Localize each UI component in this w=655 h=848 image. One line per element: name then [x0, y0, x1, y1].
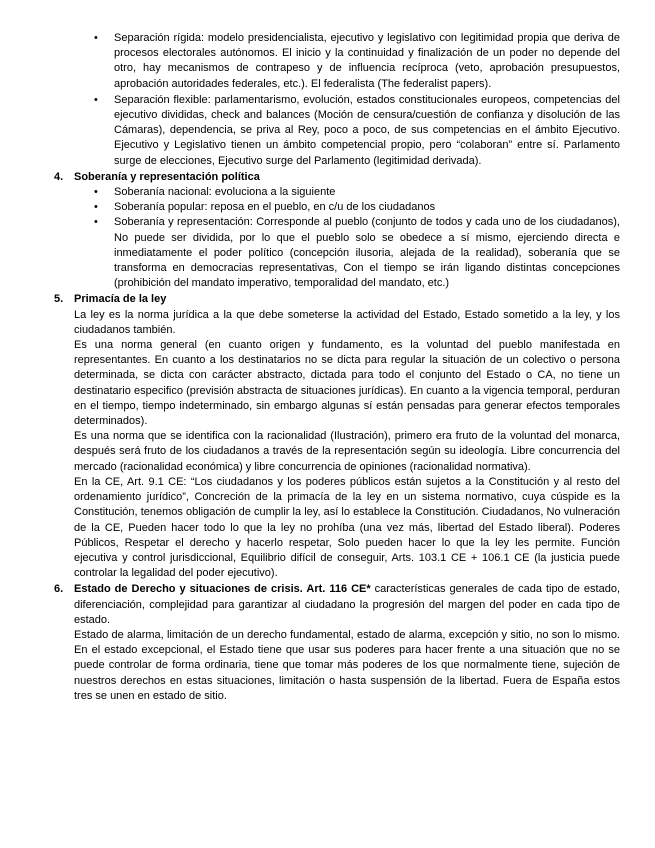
bullet-glyph: •: [94, 32, 98, 44]
bullet-glyph: •: [94, 186, 98, 199]
section-number: 4.: [54, 170, 64, 183]
section-number: 6.: [54, 583, 64, 596]
paragraph: En la CE, Art. 9.1 CE: “Los ciudadanos y los poderes públicos están sujetos a la Constitución y al resto del ordenamiento jurídico”, Concreción de la primacía de la ley en un sistema normativo, cuya cúspide es la Constitución, tenemos obligación de cumplir la ley, así lo establece la Constitución. Ciudadanos, No vulneración de la CE, Pueden hacer todo lo que la ley no prohíba (una vez más, libertad del Estado liberal). Poderes Públicos, Respetar el derecho y hacerlo respetar, Solo pueden hacer lo que la ley les permite. Función ejecutiva y control jurisdiccional, Equilibrio difícil de conseguir, Arts. 103.1 CE + 106.1 CE (la justicia puede controlar la legalidad del poder ejecutivo).: [74, 475, 620, 580]
section-5: [54, 292, 620, 581]
list-item: • Separación rígida: modelo presidencialista, ejecutivo y legislativo con legitimidad propia que deriva de procesos electorales autónomos. El inicio y la continuidad y finalización de un poder no depende del otro, hay mecanismos de contrapeso y de influencia recíproca (veto, aprobación presupuestos, aprobación autoridades federales, etc.). El federalista (The federalist papers).: [94, 32, 620, 90]
section-title: Primacía de la ley: [74, 293, 167, 306]
list-item: • Soberanía nacional: evoluciona a la siguiente: [114, 185, 620, 200]
bullet-glyph: •: [94, 201, 98, 214]
section-number: 5.: [54, 293, 64, 306]
document-content: [54, 31, 620, 704]
bullet-glyph: •: [94, 93, 98, 106]
section-title: Soberanía y representación política: [74, 170, 260, 183]
top-bullet-list: [94, 31, 620, 169]
section-4: [54, 170, 620, 292]
list-item: • Soberanía y representación: Corresponde al pueblo (conjunto de todos y cada uno de los ciudadanos), No puede ser dividida, por lo que el pueblo solo se obedece a sí mismo, ejerciendo directa e inmediatamente el poder político (concepción ilusoria, alejada de la realidad), soberanía que se transforma en democracias representativas, Con el tiempo se irán ligando distintas concepciones (prohibición del mandato imperativo, temporalidad del mandato, etc.): [94, 216, 620, 290]
section-title-rest: características generales de cada tipo de estado, diferenciación, complejidad para garantizar al ciudadano la progresión del margen del poder en cada tipo de estado.: [74, 583, 620, 626]
list-item: • Separación flexible: parlamentarismo, evolución, estados constitucionales europeos, competencias del ejecutivo divididas, check and balances (Moción de censura/cuestión de confianza y disolución de las Cámaras), dependencia, se priva al Rey, poco a poco, de sus competencias en el ámbito Ejecutivo. Ejecutivo y Legislativo tienen un ámbito competencial propio, pero “colaboran” entre sí. Parlamento surge de elecciones, Ejecutivo surge del Parlamento (legitimidad derivada).: [94, 93, 620, 167]
section-body: [74, 628, 620, 704]
section-title: [74, 582, 620, 628]
list-item: • Soberanía popular: reposa en el pueblo, en c/u de los ciudadanos: [114, 200, 620, 215]
section-body: [74, 308, 620, 582]
section-6: [54, 582, 620, 704]
paragraph: La ley es la norma jurídica a la que debe someterse la actividad del Estado, Estado sometido a la ley, y los ciudadanos también.: [74, 308, 620, 336]
paragraph: Estado de alarma, limitación de un derecho fundamental, estado de alarma, excepción y sitio, no son lo mismo. En el estado excepcional, el Estado tiene que usar sus poderes para hacer frente a una situación que no se puede controlar de forma ordinaria, tiene que tomar más poderes de los que normalmente tiene, sujeción de nuestros derechos en estas situaciones, limitación o hasta suspensión de la libertad. Fuera de España estos tres se unen en estado de sitio.: [74, 628, 620, 702]
section-4-bullets: [94, 185, 620, 291]
section-title-bold: Estado de Derecho y situaciones de crisis. Art. 116 CE*: [74, 583, 371, 596]
paragraph: Es una norma general (en cuanto origen y fundamento, es la voluntad del pueblo manifestada en representantes. En cuanto a los destinatarios no se dicta para regular la situación de un colectivo o persona determinada, se dicta con carácter abstracto, dictada para todo el conjunto del Estado o CA, no tiene un destinatario especifico (previsión abstracta de situaciones jurídicas). En cuanto a la vigencia temporal, perduran en el tiempo, tiempo indeterminado, sin embargo algunas sí están pensadas para generar efectos temporales determinados).: [74, 339, 620, 428]
bullet-glyph: •: [94, 216, 98, 229]
paragraph: Es una norma que se identifica con la racionalidad (Ilustración), primero era fruto de la voluntad del monarca, después será fruto de los ciudadanos a través de la representación según su ideología. Libre concurrencia del mercado (racionalidad económica) y libre concurrencia de opiniones (racionalidad normativa).: [74, 430, 620, 473]
